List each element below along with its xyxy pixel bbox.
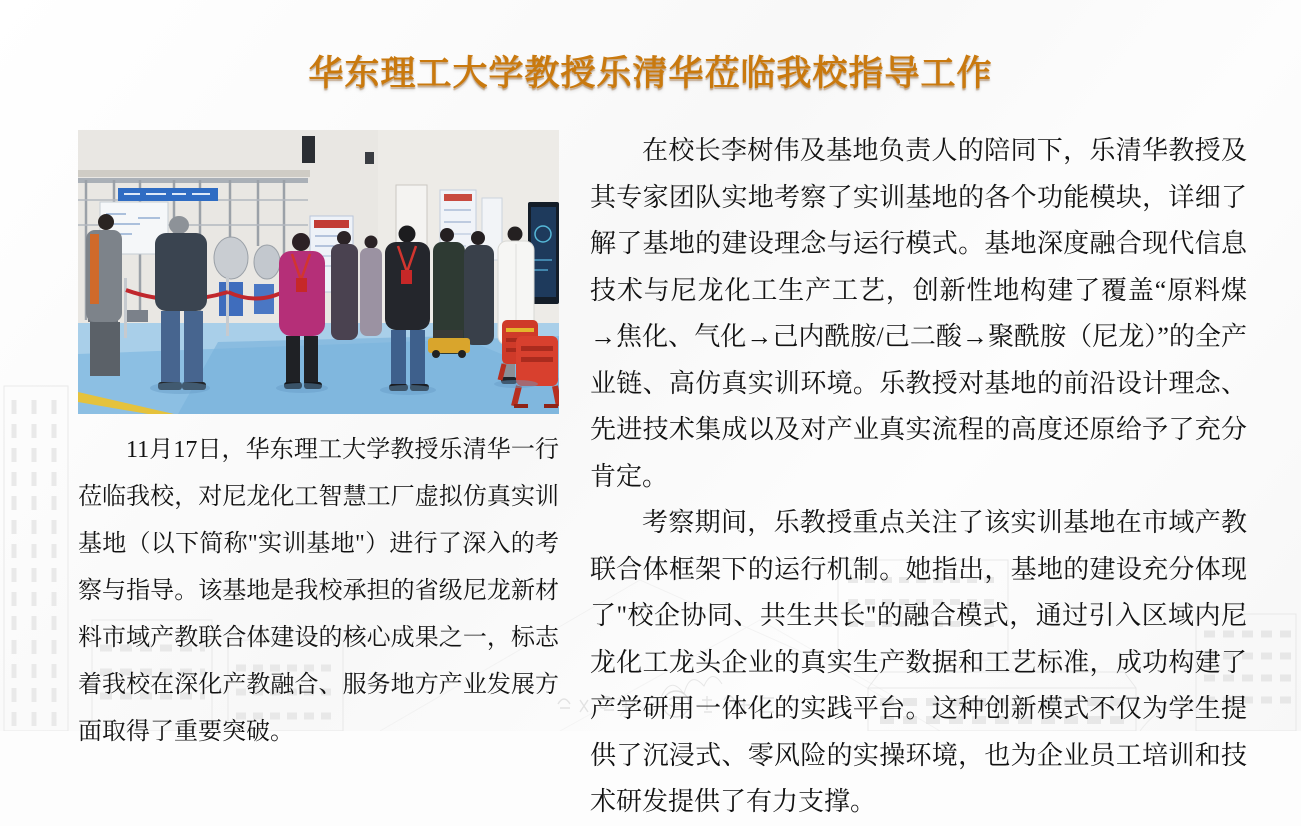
news-photo <box>78 130 559 414</box>
right-paragraph-1: 在校长李树伟及基地负责人的陪同下，乐清华教授及其专家团队实地考察了实训基地的各个功能模块，详细了解了基地的建设理念与运行模式。基地深度融合现代信息技术与尼龙化工生产工艺，创新性地构建了覆盖“原料煤→焦化、气化→己内酰胺/己二酸→聚酰胺（尼龙）”的全产业链、高仿真实训环境。乐教授对基地的前沿设计理念、先进技术集成以及对产业真实流程的高度还原给予了充分肯定。 <box>590 136 1247 491</box>
right-paragraph-2: 考察期间，乐教授重点关注了该实训基地在市域产教联合体框架下的运行机制。她指出，基地的建设充分体现了"校企协同、共生共长"的融合模式，通过引入区域内尼龙化工龙头企业的真实生产数据和工艺标准，成功构建了产学研用一体化的实践平台。这种创新模式不仅为学生提供了沉浸式、零风险的实操环境，也为企业员工培训和技术研发提供了有力支撑。 <box>590 508 1247 816</box>
article-body <box>590 128 1247 826</box>
page-title: 华东理工大学教授乐清华莅临我校指导工作 <box>308 54 993 93</box>
left-paragraph: 11月17日，华东理工大学教授乐清华一行莅临我校，对尼龙化工智慧工厂虚拟仿真实训基地（以下简称"实训基地"）进行了深入的考察与指导。该基地是我校承担的省级尼龙新材料市域产教联合体建设的核心成果之一，标志着我校在深化产教融合、服务地方产业发展方面取得了重要突破。 <box>78 437 559 745</box>
left-column <box>78 130 559 756</box>
